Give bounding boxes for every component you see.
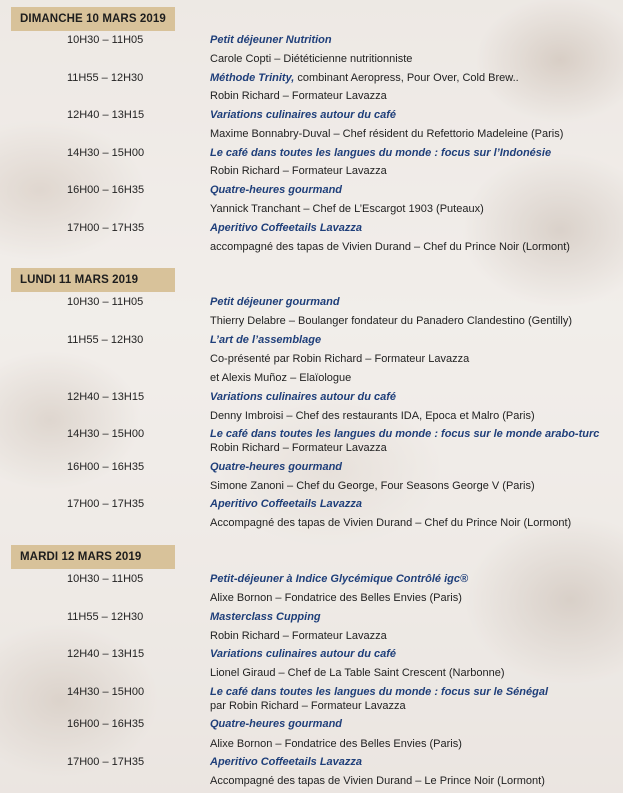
session-title: Variations culinaires autour du café xyxy=(210,648,397,660)
session-speaker: et Alexis Muñoz – Elaïologue xyxy=(210,372,352,384)
session-title: Quatre-heures gourmand xyxy=(210,461,343,473)
session-title: Quatre-heures gourmand xyxy=(210,718,343,730)
session-title: L’art de l’assemblage xyxy=(210,334,322,346)
session-title: Le café dans toutes les langues du monde : focus sur le monde arabo-turc xyxy=(210,428,600,440)
session-time: 12H40 – 13H15 xyxy=(67,391,145,403)
session-speaker: Co-présenté par Robin Richard – Formateur Lavazza xyxy=(210,353,470,365)
session-time: 12H40 – 13H15 xyxy=(67,109,145,121)
session-speaker: par Robin Richard – Formateur Lavazza xyxy=(210,700,406,712)
session-time: 14H30 – 15H00 xyxy=(67,428,145,440)
session-time: 11H55 – 12H30 xyxy=(67,611,144,623)
session-time: 14H30 – 15H00 xyxy=(67,147,145,159)
session-speaker: Lionel Giraud – Chef de La Table Saint Crescent (Narbonne) xyxy=(210,667,505,679)
session-speaker: Robin Richard – Formateur Lavazza xyxy=(210,90,387,102)
session-speaker: accompagné des tapas de Vivien Durand – Chef du Prince Noir (Lormont) xyxy=(210,241,570,253)
session-speaker: Thierry Delabre – Boulanger fondateur du Panadero Clandestino (Gentilly) xyxy=(210,315,572,327)
session-title: Aperitivo Coffeetails Lavazza xyxy=(210,756,363,768)
session-title: Variations culinaires autour du café xyxy=(210,391,397,403)
session-speaker: Alixe Bornon – Fondatrice des Belles Envies (Paris) xyxy=(210,738,462,750)
session-title: Petit déjeuner Nutrition xyxy=(210,34,332,46)
session-speaker: Maxime Bonnabry-Duval – Chef résident du Refettorio Madeleine (Paris) xyxy=(210,128,564,140)
session-title: Petit-déjeuner à Indice Glycémique Contrôlé igc® xyxy=(210,573,469,585)
session-time: 11H55 – 12H30 xyxy=(67,334,144,346)
session-title: Petit déjeuner gourmand xyxy=(210,296,340,308)
session-time: 17H00 – 17H35 xyxy=(67,498,145,510)
day-header-sunday: DIMANCHE 10 MARS 2019 xyxy=(11,7,175,31)
day-header-monday: LUNDI 11 MARS 2019 xyxy=(11,268,175,292)
session-time: 14H30 – 15H00 xyxy=(67,686,145,698)
session-title: Masterclass Cupping xyxy=(210,611,321,623)
session-title: Variations culinaires autour du café xyxy=(210,109,397,121)
session-time: 10H30 – 11H05 xyxy=(67,296,144,308)
session-time: 12H40 – 13H15 xyxy=(67,648,145,660)
session-time: 11H55 – 12H30 xyxy=(67,72,144,84)
session-speaker: Simone Zanoni – Chef du George, Four Seasons George V (Paris) xyxy=(210,480,535,492)
session-title: Le café dans toutes les langues du monde : focus sur le Sénégal xyxy=(210,686,549,698)
day-header-tuesday: MARDI 12 MARS 2019 xyxy=(11,545,175,569)
session-time: 16H00 – 16H35 xyxy=(67,461,145,473)
session-time: 17H00 – 17H35 xyxy=(67,222,145,234)
session-speaker: Accompagné des tapas de Vivien Durand – Chef du Prince Noir (Lormont) xyxy=(210,517,572,529)
session-time: 16H00 – 16H35 xyxy=(67,718,145,730)
session-time: 10H30 – 11H05 xyxy=(67,573,144,585)
session-title-tail: combinant Aeropress, Pour Over, Cold Brew.. xyxy=(294,72,519,84)
session-speaker: Denny Imbroisi – Chef des restaurants IDA, Epoca et Malro (Paris) xyxy=(210,410,535,422)
session-time: 16H00 – 16H35 xyxy=(67,184,145,196)
session-title: Aperitivo Coffeetails Lavazza xyxy=(210,498,363,510)
session-title: Le café dans toutes les langues du monde : focus sur l’Indonésie xyxy=(210,147,552,159)
session-time: 17H00 – 17H35 xyxy=(67,756,145,768)
session-title: Quatre-heures gourmand xyxy=(210,184,343,196)
session-title xyxy=(210,71,519,85)
session-speaker: Accompagné des tapas de Vivien Durand – Le Prince Noir (Lormont) xyxy=(210,775,545,787)
session-speaker: Carole Copti – Diététicienne nutritionniste xyxy=(210,53,413,65)
session-title: Aperitivo Coffeetails Lavazza xyxy=(210,222,363,234)
session-speaker: Alixe Bornon – Fondatrice des Belles Envies (Paris) xyxy=(210,592,462,604)
session-title-emphasis: Méthode Trinity, xyxy=(210,72,295,84)
session-speaker: Robin Richard – Formateur Lavazza xyxy=(210,442,387,454)
session-speaker: Yannick Tranchant – Chef de L’Escargot 1903 (Puteaux) xyxy=(210,203,484,215)
session-speaker: Robin Richard – Formateur Lavazza xyxy=(210,165,387,177)
session-time: 10H30 – 11H05 xyxy=(67,34,144,46)
session-speaker: Robin Richard – Formateur Lavazza xyxy=(210,630,387,642)
